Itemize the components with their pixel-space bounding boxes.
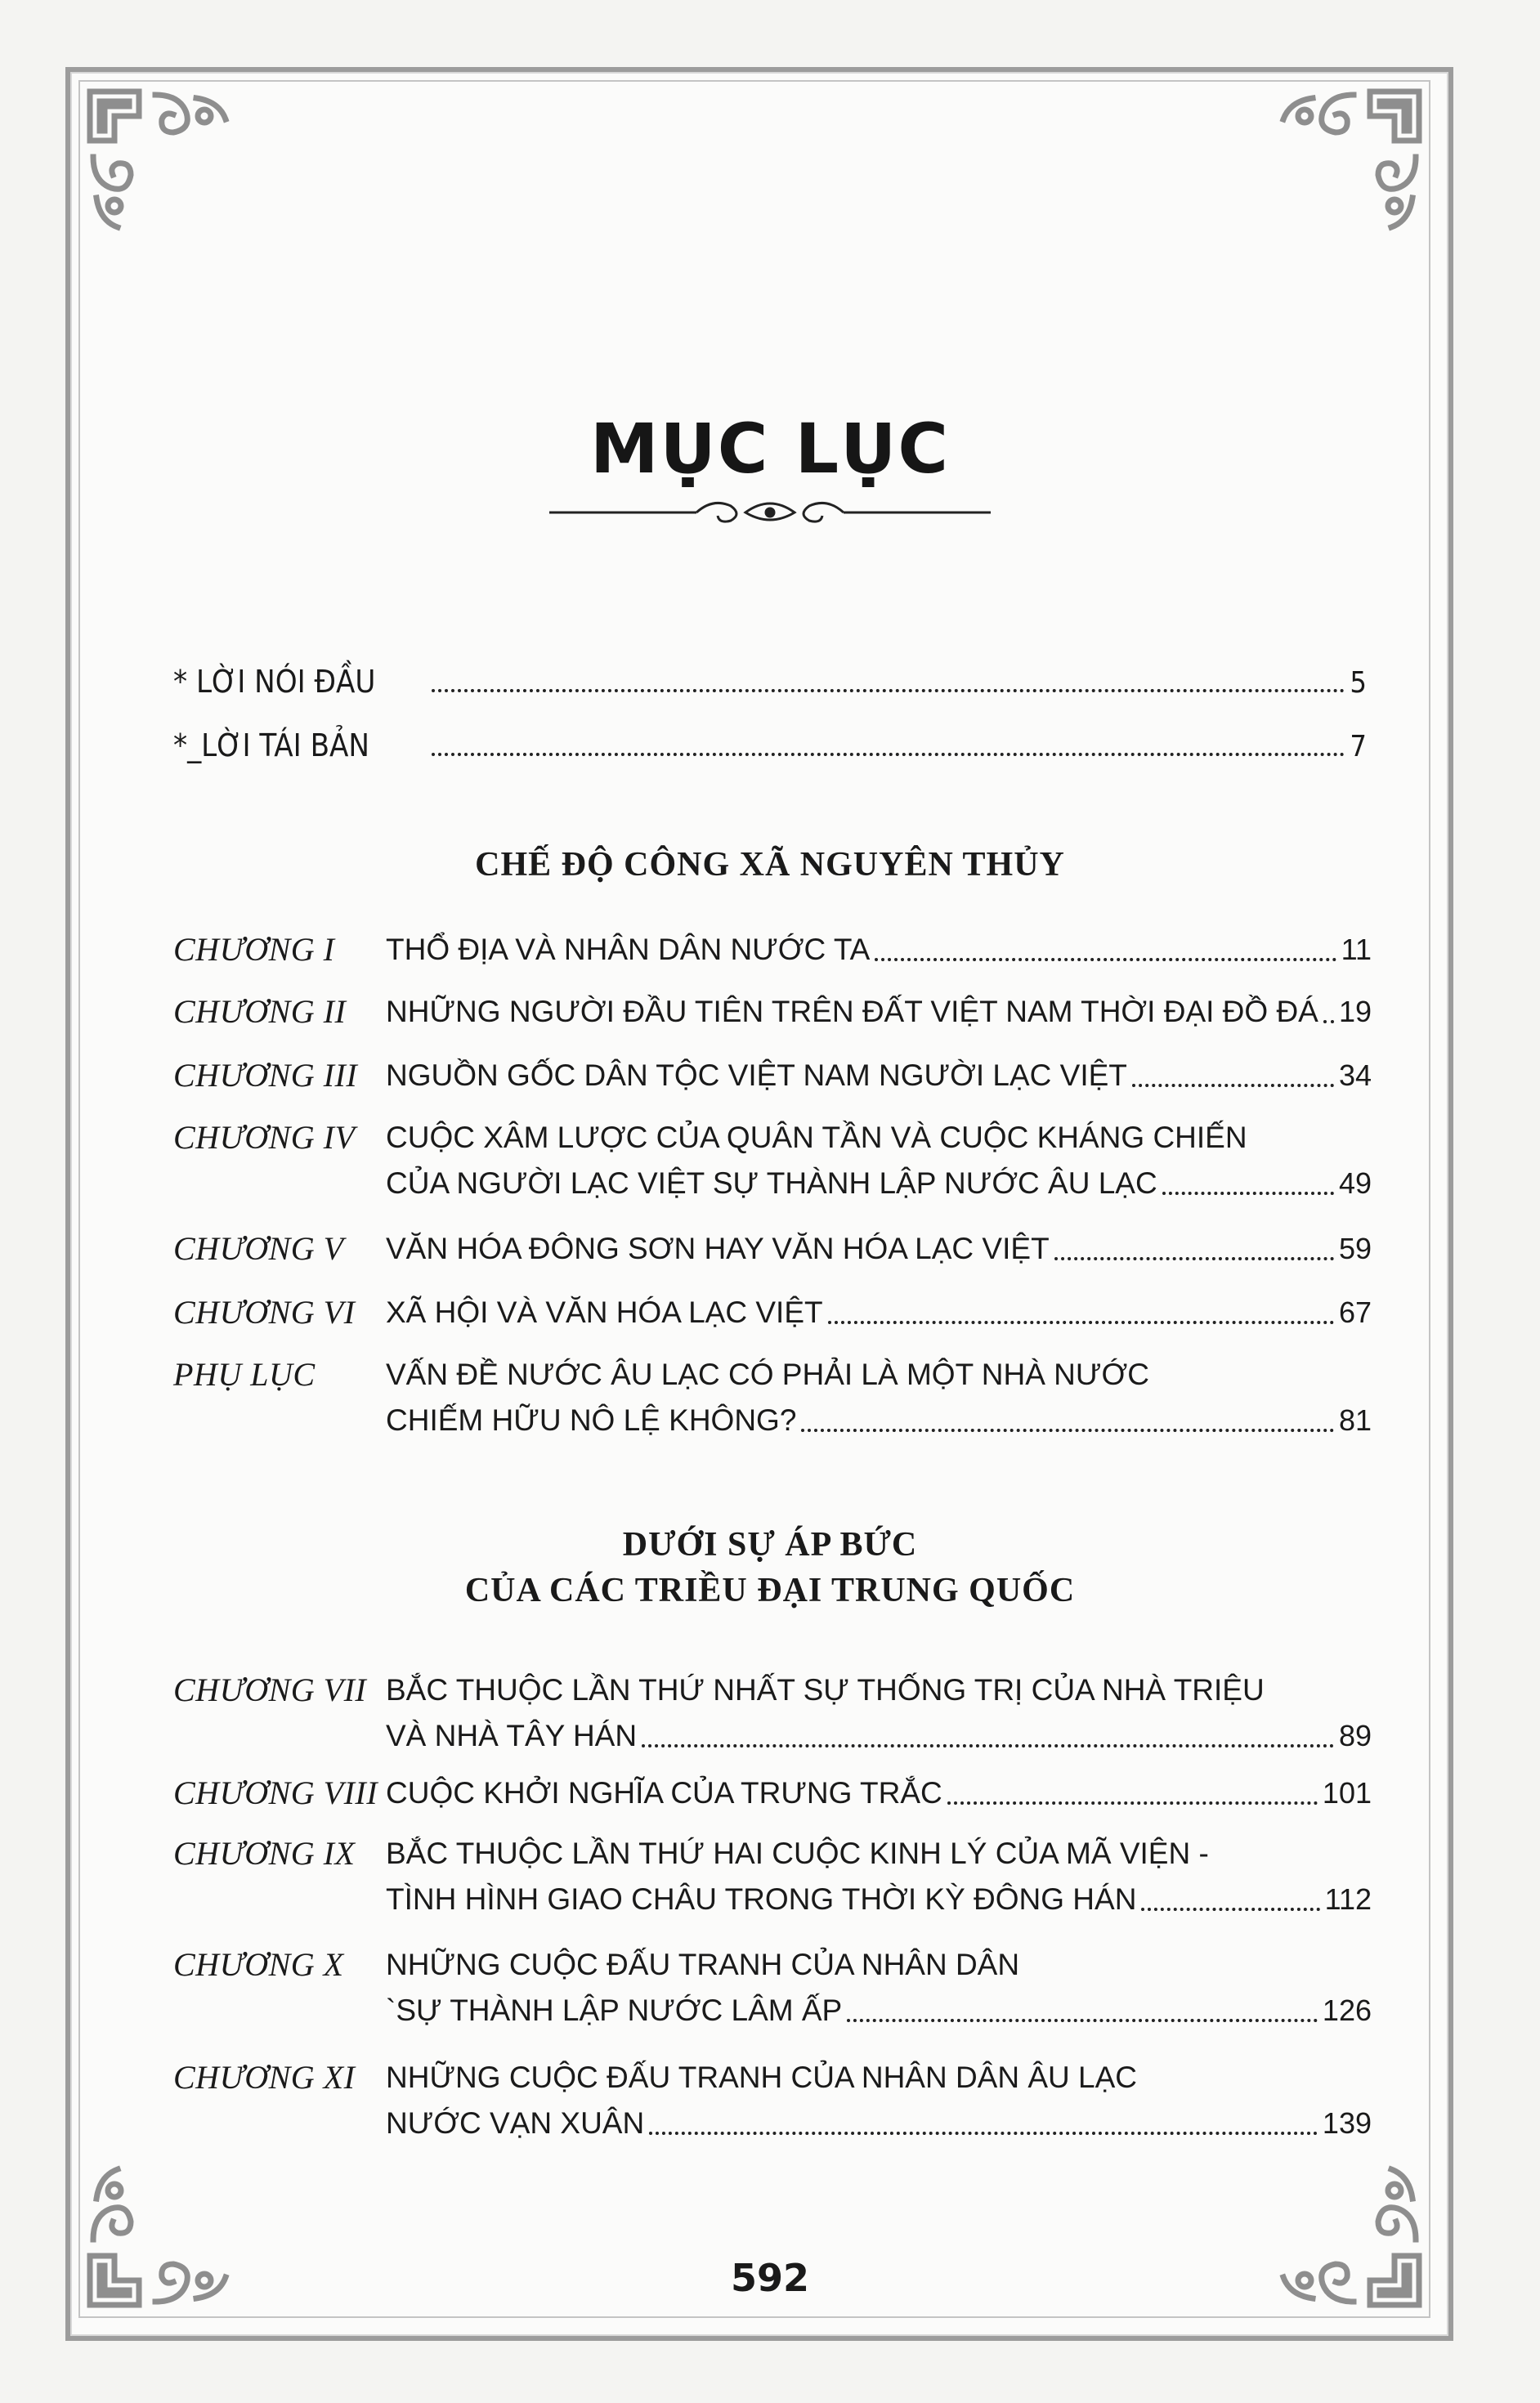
dot-leader xyxy=(432,689,1345,692)
section-heading xyxy=(0,842,1540,888)
corner-ornament-icon xyxy=(82,83,237,239)
chapter-title: TÌNH HÌNH GIAO CHÂU TRONG THỜI KỲ ĐÔNG HÁN xyxy=(386,1882,1137,1916)
chapter-label: CHƯƠNG IX xyxy=(173,1835,356,1872)
chapter-title: NHỮNG CUỘC ĐẤU TRANH CỦA NHÂN DÂN ÂU LẠC xyxy=(386,2061,1138,2094)
chapter-title: CUỘC KHỞI NGHĨA CỦA TRƯNG TRẮC xyxy=(386,1776,942,1810)
section-heading-line: CHẾ ĐỘ CÔNG XÃ NGUYÊN THỦY xyxy=(475,846,1065,884)
chapter-label: CHƯƠNG IV xyxy=(173,1119,356,1156)
toc-entry[interactable] xyxy=(173,1226,1372,1272)
toc-page-number: 139 xyxy=(1322,2106,1372,2140)
toc-page-number: 81 xyxy=(1338,1403,1372,1437)
toc-front-row[interactable] xyxy=(173,656,1367,700)
toc-entry[interactable] xyxy=(173,1290,1372,1336)
chapter-label: CHƯƠNG II xyxy=(173,993,347,1030)
chapter-title: NHỮNG CUỘC ĐẤU TRANH CỦA NHÂN DÂN xyxy=(386,1948,1020,1981)
section-heading-line: CỦA CÁC TRIỀU ĐẠI TRUNG QUỐC xyxy=(464,1572,1076,1609)
chapter-title: NHỮNG NGƯỜI ĐẦU TIÊN TRÊN ĐẤT VIỆT NAM THỜI ĐẠI ĐỒ ĐÁ xyxy=(386,995,1318,1028)
title-flourish-icon xyxy=(549,494,991,530)
chapter-label: CHƯƠNG VIII xyxy=(173,1774,378,1811)
chapter-title: XÃ HỘI VÀ VĂN HÓA LẠC VIỆT xyxy=(386,1295,823,1329)
toc-entry[interactable] xyxy=(173,1831,1372,1922)
toc-entry[interactable] xyxy=(173,1667,1372,1759)
chapter-title: BẮC THUỘC LẦN THỨ HAI CUỘC KINH LÝ CỦA MÃ VIỆN - xyxy=(386,1837,1209,1870)
page-title: MỤC LỤC xyxy=(589,409,951,489)
toc-entry[interactable] xyxy=(173,1770,1372,1816)
toc-page-number: 19 xyxy=(1338,995,1372,1028)
toc-page-number: 11 xyxy=(1341,933,1372,966)
page-number: 592 xyxy=(730,2256,810,2300)
toc-page-number: 5 xyxy=(1350,666,1367,700)
dot-leader xyxy=(801,1429,1334,1432)
dot-leader xyxy=(828,1321,1334,1324)
chapter-label: CHƯƠNG X xyxy=(173,1946,344,1983)
section-heading xyxy=(0,1522,1540,1613)
toc-page-number: 59 xyxy=(1338,1232,1372,1265)
dot-leader xyxy=(1054,1257,1334,1260)
toc-page-number: 89 xyxy=(1338,1719,1372,1752)
dot-leader xyxy=(947,1801,1318,1805)
dot-leader xyxy=(649,2132,1318,2135)
toc-page-number: 101 xyxy=(1322,1776,1372,1810)
chapter-title: THỔ ĐỊA VÀ NHÂN DÂN NƯỚC TA xyxy=(386,933,871,966)
toc-front-label: * LỜI NÓI ĐẦU xyxy=(173,664,376,700)
chapter-label: CHƯƠNG XI xyxy=(173,2059,356,2096)
chapter-title: VÀ NHÀ TÂY HÁN xyxy=(386,1719,638,1752)
toc-page-number: 7 xyxy=(1350,730,1367,763)
dot-leader xyxy=(1132,1084,1334,1087)
chapter-title: NGUỒN GỐC DÂN TỘC VIỆT NAM NGƯỜI LẠC VIỆT xyxy=(386,1058,1127,1092)
section-heading-line: DƯỚI SỰ ÁP BỨC xyxy=(622,1526,918,1564)
dot-leader xyxy=(847,2019,1318,2022)
chapter-label: PHỤ LỤC xyxy=(173,1356,316,1393)
toc-entry[interactable] xyxy=(173,1115,1372,1206)
dot-leader xyxy=(875,958,1336,961)
toc-page-number: 49 xyxy=(1338,1166,1372,1200)
chapter-label: CHƯƠNG VI xyxy=(173,1294,356,1331)
toc-entry[interactable] xyxy=(173,2055,1372,2146)
toc-front-label: *_LỜI TÁI BẢN xyxy=(173,727,370,763)
chapter-title: CUỘC XÂM LƯỢC CỦA QUÂN TẦN VÀ CUỘC KHÁNG CHIẾN xyxy=(386,1121,1247,1154)
toc-page-number: 112 xyxy=(1324,1882,1372,1916)
chapter-label: CHƯƠNG III xyxy=(173,1057,358,1094)
chapter-title: NƯỚC VẠN XUÂN xyxy=(386,2106,645,2140)
toc-entry[interactable] xyxy=(173,1053,1372,1099)
toc-page-number: 34 xyxy=(1338,1058,1372,1092)
dot-leader xyxy=(1162,1192,1334,1195)
corner-ornament-icon xyxy=(1272,83,1427,239)
dot-leader xyxy=(432,753,1345,756)
chapter-label: CHƯƠNG I xyxy=(173,931,335,968)
toc-page-number: 126 xyxy=(1322,1994,1372,2027)
toc-entry[interactable] xyxy=(173,1352,1372,1443)
chapter-title: CỦA NGƯỜI LẠC VIỆT SỰ THÀNH LẬP NƯỚC ÂU LẠC xyxy=(386,1166,1157,1200)
chapter-title: CHIẾM HỮU NÔ LỆ KHÔNG? xyxy=(386,1403,797,1437)
chapter-title: BẮC THUỘC LẦN THỨ NHẤT SỰ THỐNG TRỊ CỦA NHÀ TRIỆU xyxy=(386,1673,1265,1707)
dot-leader xyxy=(642,1744,1334,1747)
chapter-label: CHƯƠNG VII xyxy=(173,1671,367,1708)
toc-entry[interactable] xyxy=(173,927,1372,973)
dot-leader xyxy=(1323,1020,1334,1023)
dot-leader xyxy=(1141,1908,1319,1911)
toc-entry[interactable] xyxy=(173,1942,1372,2034)
toc-front-row[interactable] xyxy=(173,719,1367,763)
chapter-title: `SỰ THÀNH LẬP NƯỚC LÂM ẤP xyxy=(386,1994,843,2027)
chapter-title: VĂN HÓA ĐÔNG SƠN HAY VĂN HÓA LẠC VIỆT xyxy=(386,1232,1050,1265)
chapter-label: CHƯƠNG V xyxy=(173,1230,344,1267)
toc-page-number: 67 xyxy=(1338,1295,1372,1329)
chapter-title: VẤN ĐỀ NƯỚC ÂU LẠC CÓ PHẢI LÀ MỘT NHÀ NƯỚC xyxy=(386,1358,1149,1391)
toc-entry[interactable] xyxy=(173,989,1372,1035)
